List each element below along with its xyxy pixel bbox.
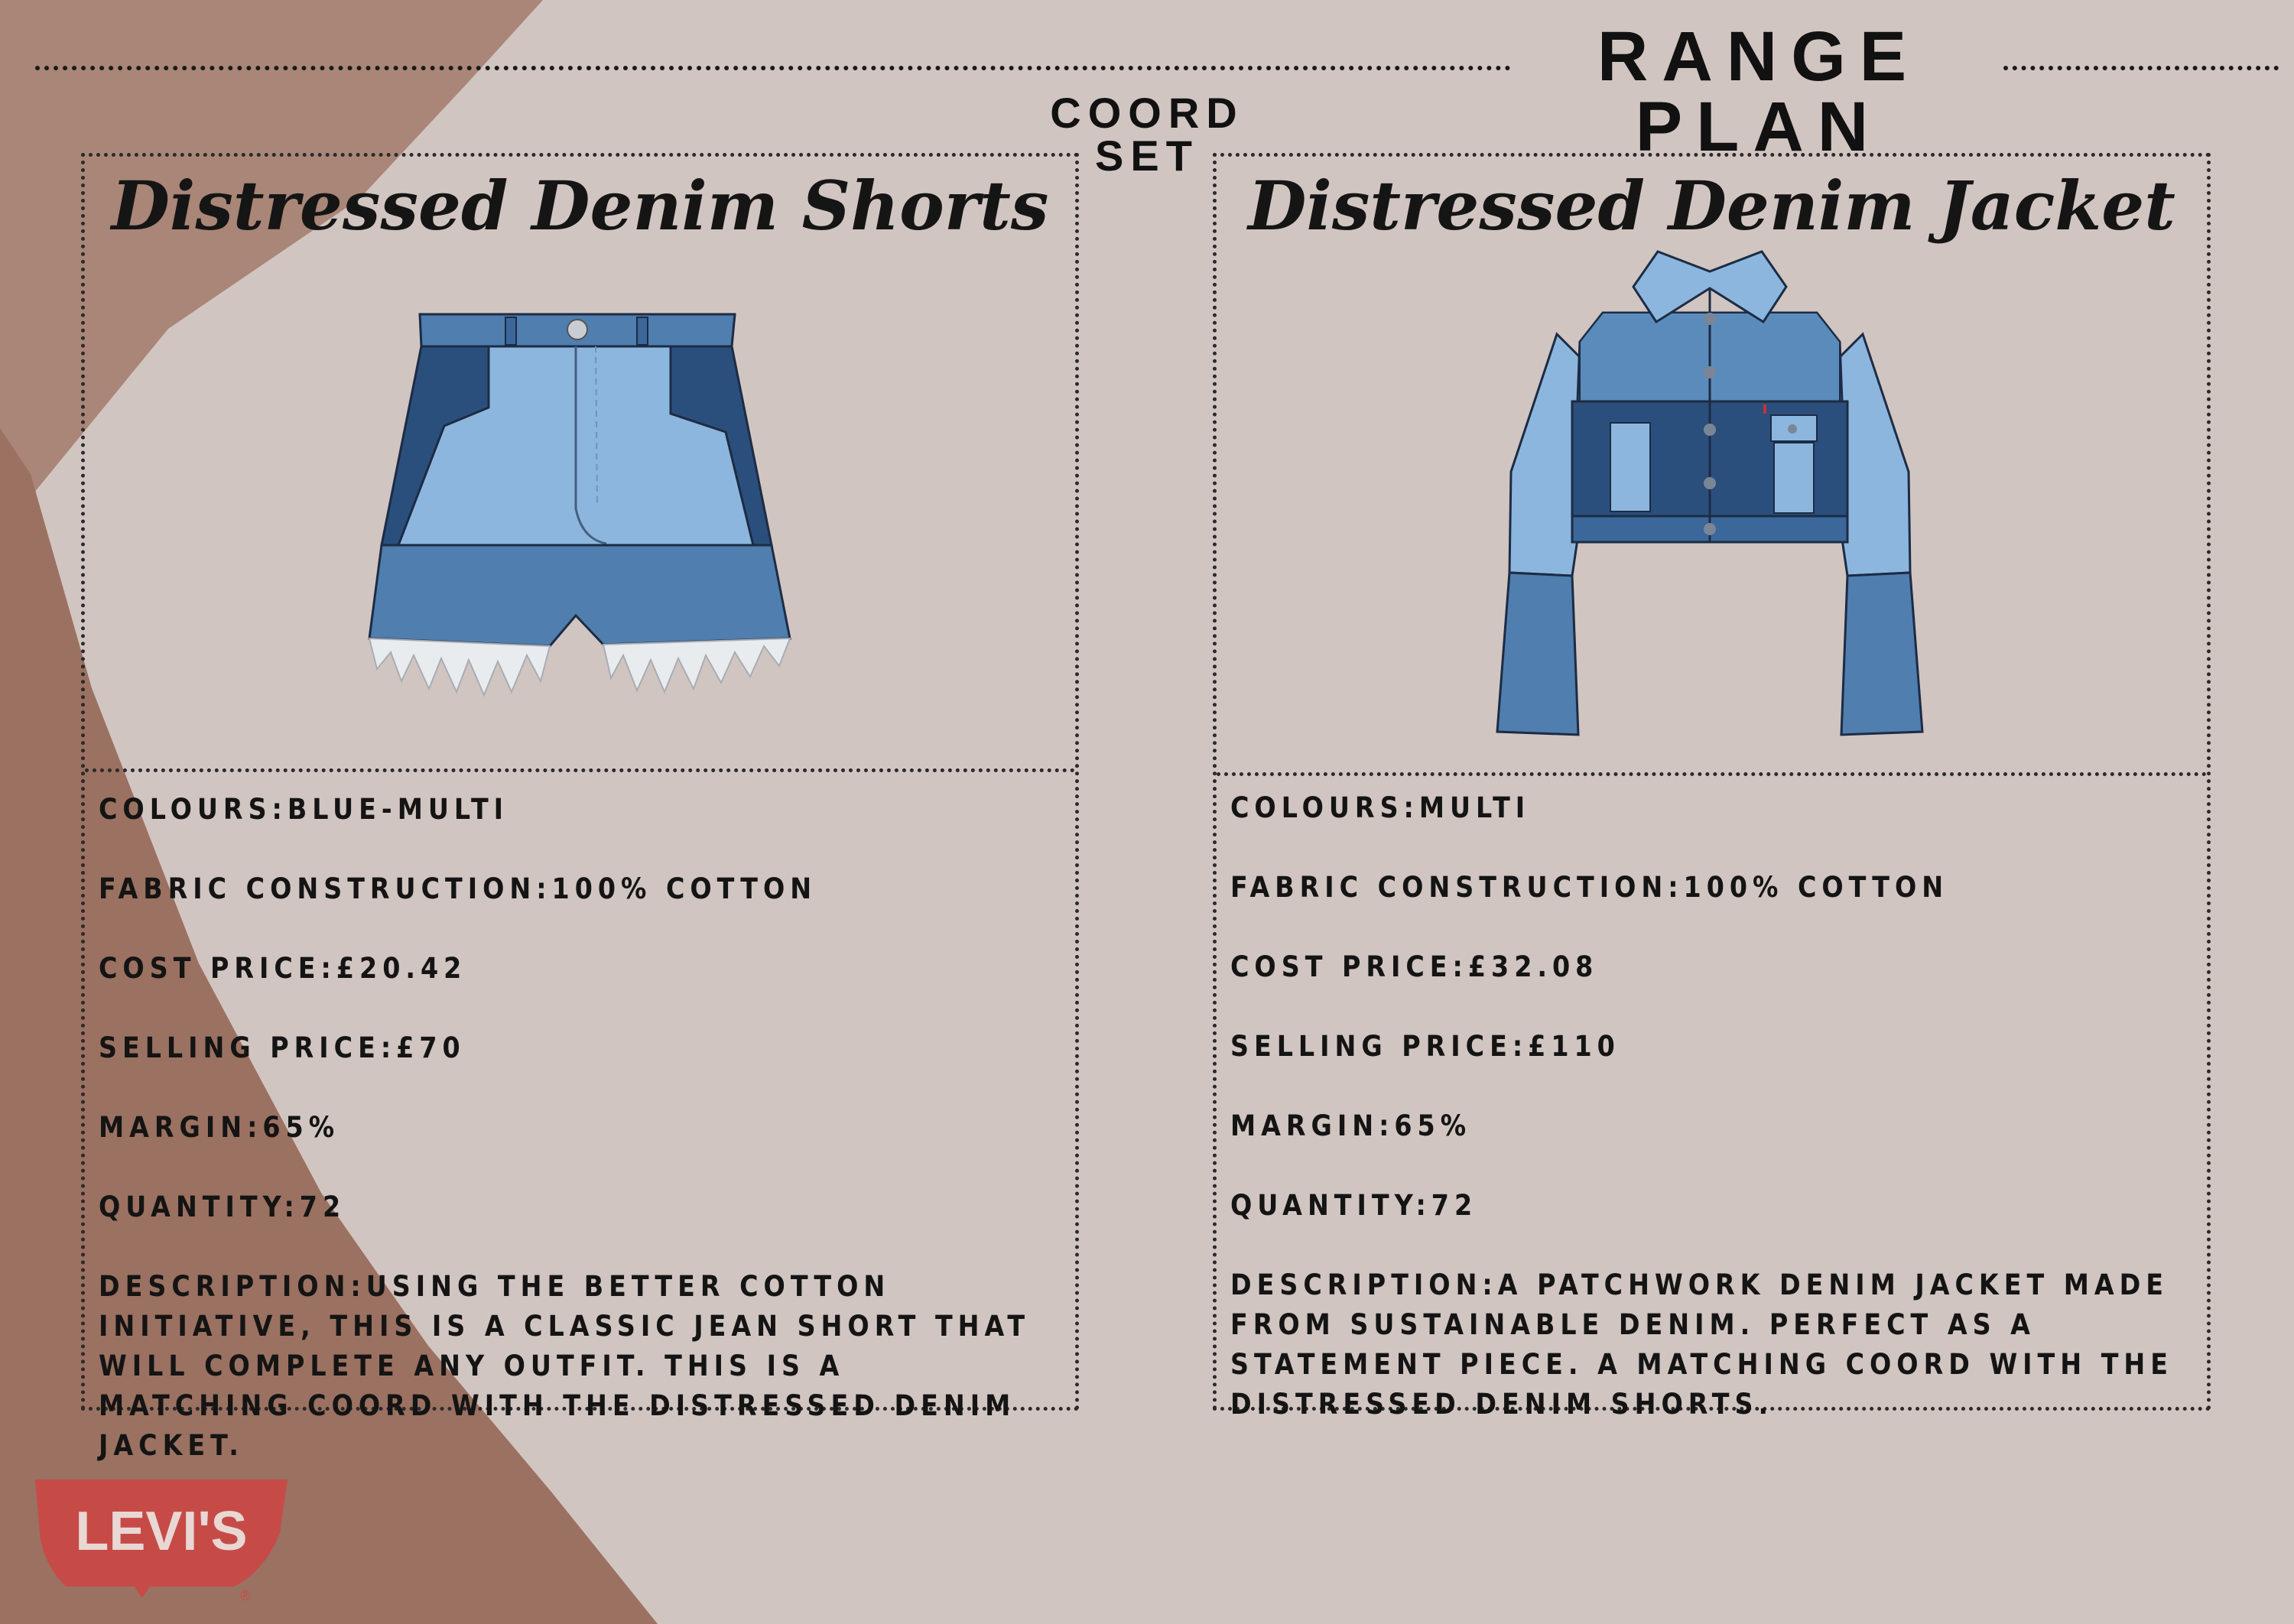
product-title: Distressed Denim Shorts — [111, 166, 1049, 245]
spec-quantity: QUANTITY:72 — [99, 1190, 346, 1223]
registered-mark: ® — [240, 1588, 251, 1602]
denim-shorts-icon — [307, 310, 842, 738]
product-card-jacket — [1213, 153, 2211, 1421]
logo-text: LEVI'S — [75, 1501, 248, 1562]
spec-cost-price: COST PRICE:£20.42 — [99, 952, 467, 985]
product-card-shorts — [81, 153, 1079, 1462]
spec-cost-price: COST PRICE:£32.08 — [1230, 950, 1599, 983]
spec-description: DESCRIPTION:USING THE BETTER COTTON INITIATIVE, THIS IS A CLASSIC JEAN SHORT THAT WILL COMPLETE ANY OUTFIT. THIS IS A MATCHING COORD WITH THE DISTRESSED DENIM JACKET. — [99, 1270, 1031, 1462]
spec-description: DESCRIPTION:A PATCHWORK DENIM JACKET MADE FROM SUSTAINABLE DENIM. PERFECT AS A STATEMENT PIECE. A MATCHING COORD WITH THE DISTRESSED DENIM SHORTS. — [1230, 1268, 2174, 1421]
spec-quantity: QUANTITY:72 — [1230, 1189, 1478, 1222]
spec-selling-price: SELLING PRICE:£110 — [1230, 1030, 1620, 1063]
page-title: RANGE PLAN — [1597, 18, 1921, 166]
title-rule-left — [35, 66, 1511, 70]
card-divider — [85, 768, 1075, 772]
spec-colours: COLOURS:MULTI — [1230, 791, 1531, 824]
spec-selling-price: SELLING PRICE:£70 — [99, 1031, 466, 1064]
page-subtitle: COORD SET — [1050, 89, 1244, 180]
spec-margin: MARGIN:65% — [99, 1111, 340, 1144]
card-divider — [1217, 772, 2207, 776]
spec-colours: COLOURS:BLUE-MULTI — [99, 793, 509, 826]
spec-fabric: FABRIC CONSTRUCTION:100% COTTON — [1230, 871, 1949, 904]
spec-margin: MARGIN:65% — [1230, 1109, 1472, 1142]
product-specs — [1230, 788, 2176, 1424]
denim-jacket-icon — [1480, 242, 1939, 747]
product-specs — [99, 790, 1045, 1466]
spec-fabric: FABRIC CONSTRUCTION:100% COTTON — [99, 872, 817, 905]
product-title: Distressed Denim Jacket — [1248, 166, 2175, 245]
levis-logo-icon — [35, 1479, 288, 1602]
title-rule-right — [2003, 66, 2279, 70]
